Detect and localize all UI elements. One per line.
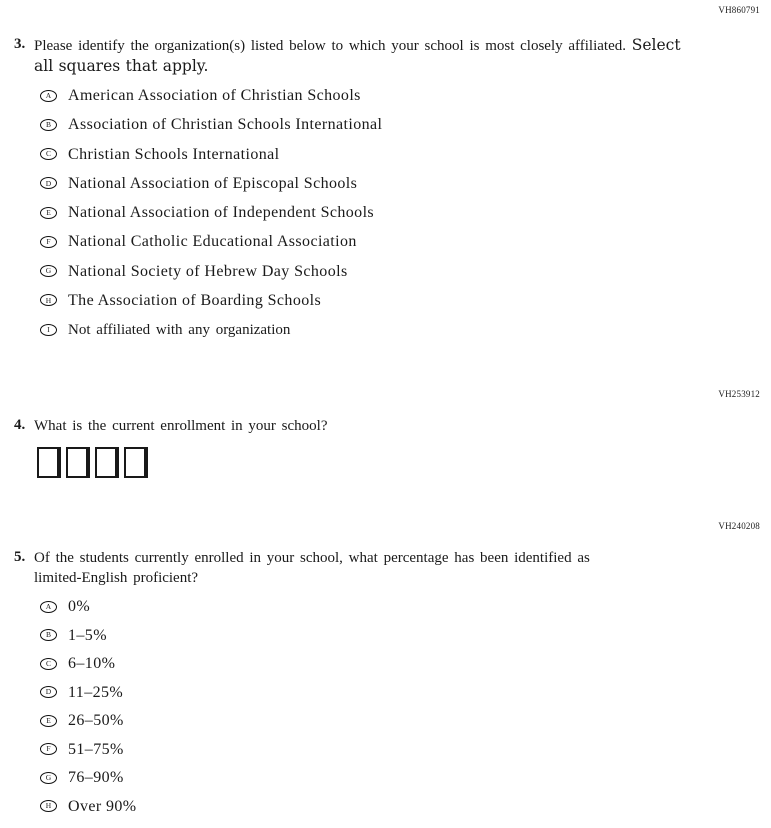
option-bubble[interactable]: G xyxy=(40,265,57,277)
option-row[interactable] xyxy=(40,598,137,627)
prompt-text: Please identify the organization(s) listed below to which your school is most closely affiliated. xyxy=(34,38,626,54)
question-prompt-line2: limited-English proficient? xyxy=(34,569,199,586)
question-prompt: Of the students currently enrolled in your school, what percentage has been identified as xyxy=(34,550,590,566)
question-number: 5. xyxy=(14,549,26,565)
option-bubble[interactable]: H xyxy=(40,800,57,812)
question-prompt xyxy=(34,36,759,57)
question-5-options xyxy=(40,598,137,826)
question-3-options xyxy=(40,87,382,350)
prompt-emphasis: Select xyxy=(631,36,681,54)
option-row[interactable] xyxy=(40,798,137,827)
option-label: National Society of Hebrew Day Schools xyxy=(68,262,348,280)
option-row[interactable] xyxy=(40,627,137,656)
question-3 xyxy=(14,36,759,76)
option-row[interactable] xyxy=(40,684,137,713)
option-bubble[interactable]: C xyxy=(40,658,57,670)
option-bubble[interactable]: D xyxy=(40,177,57,189)
option-row[interactable] xyxy=(40,769,137,798)
option-label: National Catholic Educational Association xyxy=(68,233,357,251)
enrollment-digit-box[interactable] xyxy=(66,447,90,478)
option-label: Association of Christian Schools International xyxy=(68,116,383,134)
option-label: 6–10% xyxy=(68,655,116,672)
option-label: 11–25% xyxy=(68,683,124,701)
question-code: VH860791 xyxy=(718,5,760,15)
option-bubble[interactable]: I xyxy=(40,324,57,336)
option-label: Over 90% xyxy=(68,797,137,815)
enrollment-entry xyxy=(37,447,148,478)
option-label: Christian Schools International xyxy=(68,145,280,163)
option-label: 1–5% xyxy=(68,626,107,644)
option-bubble[interactable]: A xyxy=(40,601,57,613)
option-bubble[interactable]: D xyxy=(40,686,57,698)
question-prompt: What is the current enrollment in your school? xyxy=(34,418,328,434)
option-label: 0% xyxy=(68,598,91,615)
option-bubble[interactable]: H xyxy=(40,294,57,306)
option-label: National Association of Independent Schools xyxy=(68,204,375,221)
question-4 xyxy=(14,417,759,437)
enrollment-digit-box[interactable] xyxy=(124,447,148,478)
option-bubble[interactable]: B xyxy=(40,119,57,131)
option-bubble[interactable]: A xyxy=(40,90,57,102)
question-prompt-line2: all squares that apply. xyxy=(34,56,209,75)
option-row[interactable] xyxy=(40,87,382,116)
option-row[interactable] xyxy=(40,263,382,292)
option-label: Not affiliated with any organization xyxy=(68,322,291,338)
option-bubble[interactable]: B xyxy=(40,629,57,641)
enrollment-digit-box[interactable] xyxy=(37,447,61,478)
option-bubble[interactable]: E xyxy=(40,715,57,727)
question-code: VH240208 xyxy=(718,521,760,531)
option-row[interactable] xyxy=(40,116,382,145)
option-bubble[interactable]: G xyxy=(40,772,57,784)
option-label: 26–50% xyxy=(68,712,124,729)
option-bubble[interactable]: F xyxy=(40,236,57,248)
option-label: 51–75% xyxy=(68,740,124,758)
option-bubble[interactable]: F xyxy=(40,743,57,755)
option-row[interactable] xyxy=(40,146,382,175)
question-code: VH253912 xyxy=(718,389,760,399)
option-row[interactable] xyxy=(40,175,382,204)
enrollment-digit-box[interactable] xyxy=(95,447,119,478)
question-number: 4. xyxy=(14,417,26,433)
option-bubble[interactable]: C xyxy=(40,148,57,160)
option-label: American Association of Christian Schools xyxy=(68,87,361,104)
option-row[interactable] xyxy=(40,655,137,684)
option-label: National Association of Episcopal Schools xyxy=(68,174,358,192)
question-5 xyxy=(14,549,759,588)
option-row[interactable] xyxy=(40,712,137,741)
option-row[interactable] xyxy=(40,204,382,233)
option-row[interactable] xyxy=(40,321,382,350)
option-row[interactable] xyxy=(40,741,137,770)
option-row[interactable] xyxy=(40,233,382,262)
option-label: The Association of Boarding Schools xyxy=(68,291,322,309)
option-bubble[interactable]: E xyxy=(40,207,57,219)
option-label: 76–90% xyxy=(68,769,124,786)
option-row[interactable] xyxy=(40,292,382,321)
question-number: 3. xyxy=(14,36,26,52)
